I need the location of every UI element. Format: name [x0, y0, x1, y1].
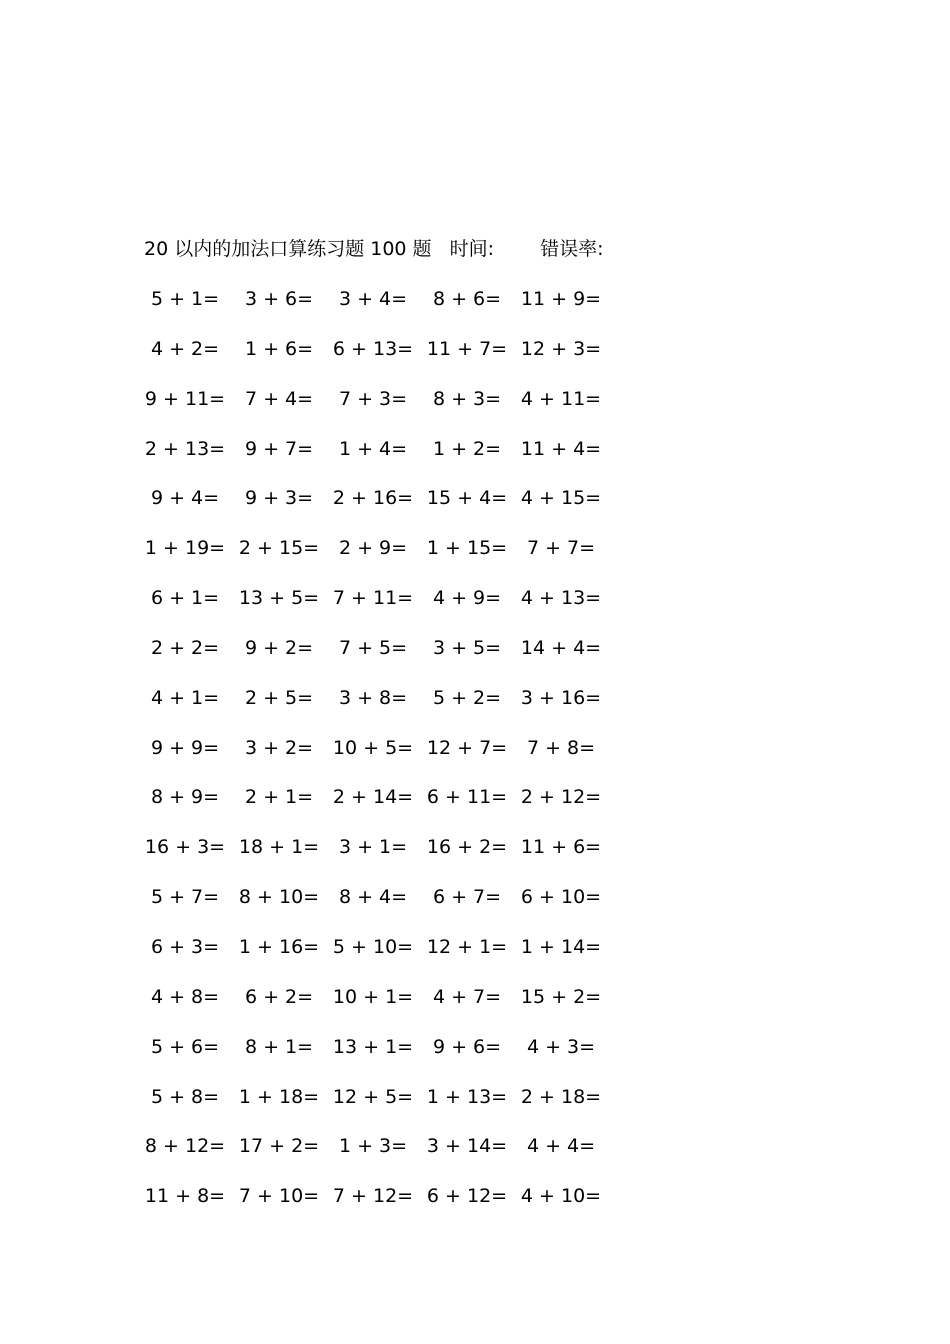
problem: 1 + 15=	[426, 537, 508, 560]
problem: 5 + 6=	[150, 1035, 220, 1058]
problem-row	[138, 535, 638, 585]
problem: 2 + 1=	[244, 786, 314, 809]
problem: 4 + 8=	[150, 985, 220, 1008]
problem: 12 + 5=	[332, 1085, 414, 1108]
problem: 6 + 13=	[332, 337, 414, 360]
time-label: 时间:	[449, 238, 495, 260]
problem: 4 + 13=	[520, 587, 602, 610]
problem: 8 + 1=	[244, 1035, 314, 1058]
problem-row	[138, 1133, 638, 1183]
problem: 2 + 13=	[144, 437, 226, 460]
problem: 4 + 4=	[526, 1135, 596, 1158]
problem: 4 + 3=	[526, 1035, 596, 1058]
problem: 9 + 6=	[432, 1035, 502, 1058]
problem-row	[138, 386, 638, 436]
problem: 2 + 18=	[520, 1085, 602, 1108]
problem: 6 + 1=	[150, 587, 220, 610]
problem-row	[138, 485, 638, 535]
problem: 4 + 7=	[432, 985, 502, 1008]
problem-row	[138, 834, 638, 884]
problem: 3 + 14=	[426, 1135, 508, 1158]
problem: 3 + 6=	[244, 288, 314, 310]
problem: 1 + 6=	[244, 337, 314, 360]
problem: 1 + 19=	[144, 537, 226, 560]
problem: 8 + 9=	[150, 786, 220, 809]
problem: 2 + 2=	[150, 636, 220, 659]
problem: 4 + 15=	[520, 487, 602, 510]
problem: 5 + 1=	[150, 288, 220, 310]
problem: 11 + 9=	[520, 288, 602, 310]
problem: 13 + 1=	[332, 1035, 414, 1058]
problem: 6 + 11=	[426, 786, 508, 809]
problem: 4 + 10=	[520, 1185, 602, 1208]
problem-row	[138, 934, 638, 984]
problem: 1 + 16=	[238, 935, 320, 958]
problem: 7 + 8=	[526, 736, 596, 759]
problem: 1 + 13=	[426, 1085, 508, 1108]
problem: 8 + 12=	[144, 1135, 226, 1158]
problem-row	[138, 685, 638, 735]
problem: 3 + 5=	[432, 636, 502, 659]
problem-row	[138, 436, 638, 486]
problem: 8 + 10=	[238, 886, 320, 909]
problem: 9 + 2=	[244, 636, 314, 659]
problem: 2 + 16=	[332, 487, 414, 510]
problem: 5 + 7=	[150, 886, 220, 909]
problem: 1 + 2=	[432, 437, 502, 460]
problem: 9 + 11=	[144, 387, 226, 410]
problem: 9 + 3=	[244, 487, 314, 510]
problem: 2 + 15=	[238, 537, 320, 560]
problem: 16 + 3=	[144, 836, 226, 859]
problem-row	[138, 286, 638, 336]
problem: 8 + 3=	[432, 387, 502, 410]
problem-row	[138, 585, 638, 635]
problem: 1 + 4=	[338, 437, 408, 460]
problem: 13 + 5=	[238, 587, 320, 610]
problem: 6 + 7=	[432, 886, 502, 909]
problem: 3 + 8=	[338, 686, 408, 709]
problem: 5 + 2=	[432, 686, 502, 709]
problem: 2 + 12=	[520, 786, 602, 809]
problem: 7 + 3=	[338, 387, 408, 410]
problem: 1 + 18=	[238, 1085, 320, 1108]
problem: 17 + 2=	[238, 1135, 320, 1158]
problem: 11 + 6=	[520, 836, 602, 859]
problem: 7 + 7=	[526, 537, 596, 560]
problem: 16 + 2=	[426, 836, 508, 859]
problem: 12 + 3=	[520, 337, 602, 360]
problem: 7 + 11=	[332, 587, 414, 610]
problem: 6 + 10=	[520, 886, 602, 909]
problem: 9 + 4=	[150, 487, 220, 510]
problem: 6 + 3=	[150, 935, 220, 958]
problem: 4 + 1=	[150, 686, 220, 709]
problem: 3 + 4=	[338, 288, 408, 310]
problem: 12 + 7=	[426, 736, 508, 759]
problem-row	[138, 784, 638, 834]
problem: 7 + 10=	[238, 1185, 320, 1208]
problem: 7 + 5=	[338, 636, 408, 659]
problem: 11 + 7=	[426, 337, 508, 360]
problem: 2 + 9=	[338, 537, 408, 560]
problem: 7 + 12=	[332, 1185, 414, 1208]
problem: 2 + 5=	[244, 686, 314, 709]
problem: 6 + 2=	[244, 985, 314, 1008]
problem: 7 + 4=	[244, 387, 314, 410]
problem: 5 + 10=	[332, 935, 414, 958]
problem-row	[138, 884, 638, 934]
problem: 5 + 8=	[150, 1085, 220, 1108]
problem-row	[138, 336, 638, 386]
problem: 9 + 7=	[244, 437, 314, 460]
problem-row	[138, 1034, 638, 1084]
problem: 15 + 2=	[520, 985, 602, 1008]
problem-row	[138, 984, 638, 1034]
problem-row	[138, 735, 638, 785]
problem: 1 + 3=	[338, 1135, 408, 1158]
worksheet-title: 20 以内的加法口算练习题 100 题	[144, 238, 432, 260]
problem: 11 + 4=	[520, 437, 602, 460]
problem: 4 + 2=	[150, 337, 220, 360]
problem: 3 + 2=	[244, 736, 314, 759]
problem: 9 + 9=	[150, 736, 220, 759]
problem: 8 + 6=	[432, 288, 502, 310]
problem: 3 + 1=	[338, 836, 408, 859]
problem: 10 + 1=	[332, 985, 414, 1008]
problem: 15 + 4=	[426, 487, 508, 510]
problem: 4 + 9=	[432, 587, 502, 610]
problem: 4 + 11=	[520, 387, 602, 410]
problem: 1 + 14=	[520, 935, 602, 958]
problem: 8 + 4=	[338, 886, 408, 909]
problem: 10 + 5=	[332, 736, 414, 759]
problem: 18 + 1=	[238, 836, 320, 859]
problem-row	[138, 635, 638, 685]
problem-row	[138, 1084, 638, 1134]
error-rate-label: 错误率:	[540, 238, 604, 260]
problem: 6 + 12=	[426, 1185, 508, 1208]
problem-grid	[138, 286, 638, 1233]
problem: 2 + 14=	[332, 786, 414, 809]
problem: 14 + 4=	[520, 636, 602, 659]
problem: 3 + 16=	[520, 686, 602, 709]
problem: 12 + 1=	[426, 935, 508, 958]
problem-row	[138, 1183, 638, 1233]
worksheet-header	[144, 236, 603, 262]
problem: 11 + 8=	[144, 1185, 226, 1208]
